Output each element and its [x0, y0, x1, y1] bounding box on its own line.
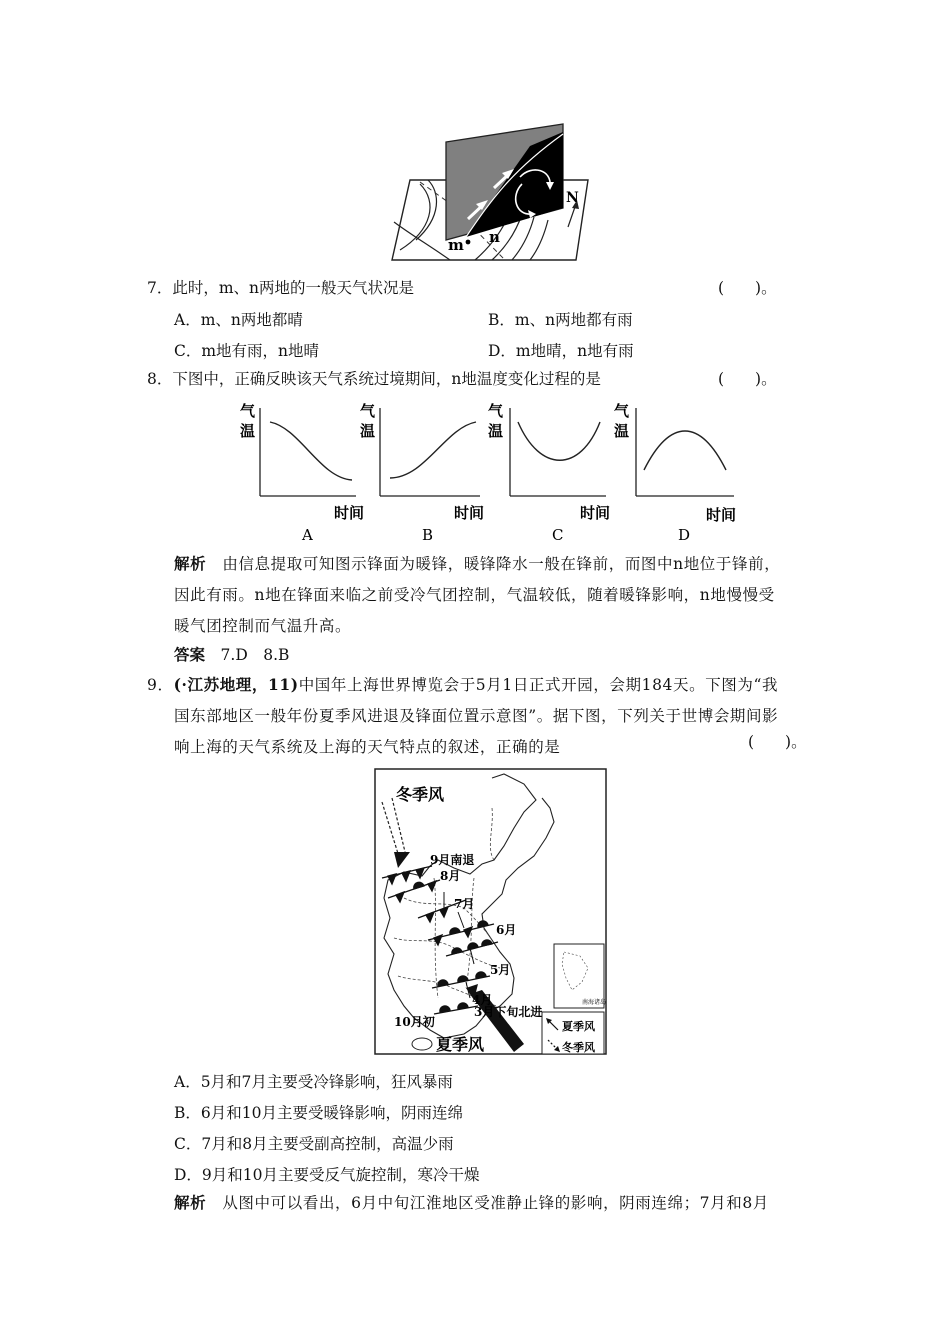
analysis-1-line1: 由信息提取可知图示锋面为暖锋，暖锋降水一般在锋前，而图中n地位于锋前，	[222, 555, 781, 573]
graph-d-letter: D	[678, 526, 691, 543]
q8-bracket: ( )。	[718, 370, 777, 388]
graph-b-letter: B	[422, 526, 434, 543]
q7-option-d[interactable]: D．m地晴，n地有雨	[488, 342, 634, 360]
map-sep-retreat: 9月南退	[430, 853, 475, 867]
graph-a	[240, 402, 364, 543]
answer-1-label: 答案	[174, 645, 206, 664]
temperature-graphs	[230, 398, 750, 543]
map-jul: 7月	[454, 897, 475, 911]
q8-stem: 8．下图中，正确反映该天气系统过境期间，n地温度变化过程的是	[147, 370, 601, 388]
analysis-1-line3: 暖气团控制而气温升高。	[174, 617, 352, 635]
graph-a-ylabel-1: 气	[240, 402, 256, 420]
graph-a-letter: A	[302, 526, 313, 543]
graph-b-ylabel-2: 温	[360, 422, 376, 440]
map-jun: 6月	[496, 923, 517, 937]
graph-b-xlabel: 时间	[454, 504, 485, 522]
q9-option-a[interactable]: A．5月和7月主要受冷锋影响，狂风暴雨	[174, 1073, 453, 1091]
q9-bracket: ( )。	[748, 733, 807, 751]
legend-winter: 冬季风	[562, 1041, 595, 1054]
q9-line2: 国东部地区一般年份夏季风进退及锋面位置示意图”。据下图，下列关于世博会期间影	[174, 707, 779, 725]
graph-c	[488, 402, 610, 543]
analysis-2-text: 从图中可以看出，6月中旬江淮地区受准静止锋的影响，阴雨连绵；7月和8月	[222, 1194, 769, 1212]
q9-source: (·江苏地理，11)	[173, 675, 299, 694]
map-summer-monsoon: 夏季风	[436, 1035, 485, 1054]
graph-c-letter: C	[552, 526, 564, 543]
analysis-2	[174, 1193, 769, 1213]
m-label: m	[448, 236, 464, 254]
answer-1-value: 7.D 8.B	[220, 646, 290, 664]
n-label: n	[489, 228, 500, 246]
q7-option-b[interactable]: B．m、n两地都有雨	[488, 311, 633, 329]
front-diagram	[380, 122, 600, 264]
graph-d-ylabel-1: 气	[614, 402, 630, 420]
analysis-2-label: 解析	[174, 1193, 207, 1212]
analysis-1-line2: 因此有雨。n地在锋面来临之前受冷气团控制，气温较低，随着暖锋影响，n地慢慢受	[174, 586, 775, 604]
map-winter-monsoon: 冬季风	[396, 785, 445, 804]
q7-bracket: ( )。	[718, 279, 777, 297]
analysis-1-label: 解析	[174, 554, 207, 573]
legend-summer: 夏季风	[562, 1020, 595, 1033]
map-inset-caption: 南海诸岛	[582, 999, 607, 1006]
map-aug: 8月	[440, 869, 461, 883]
map-apr: 4月	[472, 993, 493, 1007]
q9-option-d[interactable]: D．9月和10月主要受反气旋控制，寒冷干燥	[174, 1166, 480, 1184]
graph-b	[360, 402, 484, 543]
map-mar-late: 3月下旬北进	[474, 1005, 543, 1019]
answer-1	[174, 645, 289, 665]
analysis-1	[174, 548, 824, 642]
graph-c-ylabel-2: 温	[488, 422, 504, 440]
graph-d-xlabel: 时间	[706, 506, 737, 524]
q9-line3: 响上海的天气系统及上海的天气特点的叙述，正确的是	[174, 738, 561, 756]
q7-option-c[interactable]: C．m地有雨，n地晴	[174, 342, 320, 360]
graph-b-ylabel-1: 气	[360, 402, 376, 420]
q7-stem: 7．此时，m、n两地的一般天气状况是	[147, 279, 415, 297]
north-label: N	[566, 190, 579, 206]
q9-stem	[147, 669, 827, 763]
graph-a-xlabel: 时间	[334, 504, 365, 522]
graph-d	[614, 402, 736, 543]
q7-option-a[interactable]: A．m、n两地都晴	[174, 311, 303, 329]
map-oct-early: 10月初	[394, 1015, 435, 1029]
q9-option-c[interactable]: C．7月和8月主要受副高控制，高温少雨	[174, 1135, 454, 1153]
q9-line1: 中国年上海世界博览会于5月1日正式开园，会期184天。下图为“我	[298, 676, 779, 694]
graph-c-xlabel: 时间	[580, 504, 611, 522]
graph-a-ylabel-2: 温	[240, 422, 256, 440]
q9-option-b[interactable]: B．6月和10月主要受暖锋影响，阴雨连绵	[174, 1104, 463, 1122]
graph-c-ylabel-1: 气	[488, 402, 504, 420]
q9-num: 9．	[147, 676, 174, 694]
map-may: 5月	[490, 963, 511, 977]
graph-d-ylabel-2: 温	[614, 422, 630, 440]
monsoon-front-map	[374, 768, 608, 1056]
